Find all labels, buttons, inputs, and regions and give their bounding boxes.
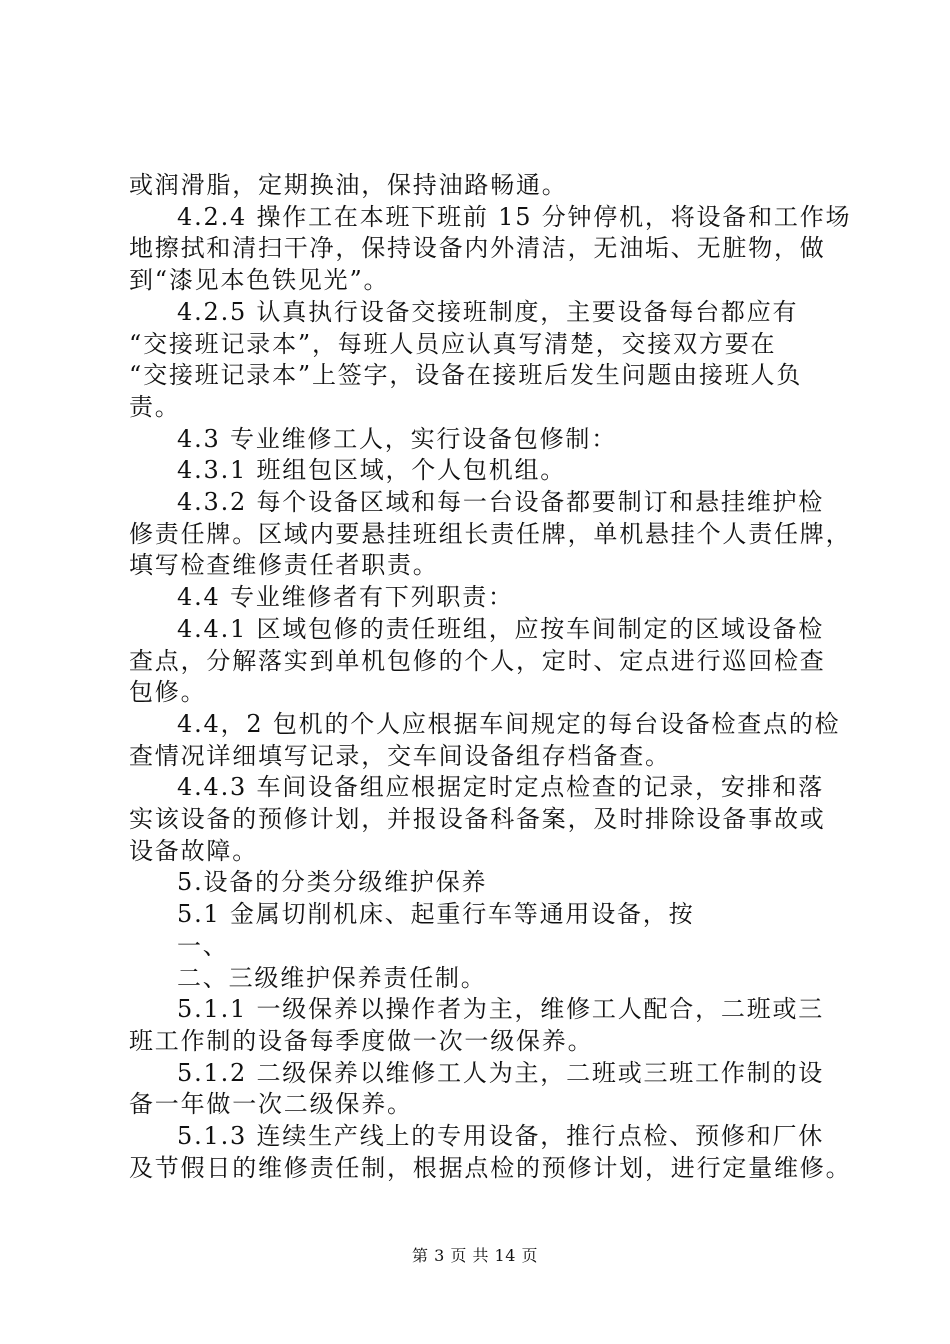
text-line: 4.3 专业维修工人，实行设备包修制： bbox=[177, 424, 617, 453]
text-line: 5.设备的分类分级维护保养 bbox=[177, 868, 488, 897]
page-number-footer: 第 3 页 共 14 页 bbox=[412, 1246, 538, 1265]
text-line: 填写检查维修责任者职责。 bbox=[129, 551, 439, 580]
text-line: 一、 bbox=[177, 931, 229, 960]
text-line: 5.1.2 二级保养以维修工人为主，二班或三班工作制的设 bbox=[177, 1058, 825, 1087]
text-line: 及节假日的维修责任制，根据点检的预修计划，进行定量维修。 bbox=[129, 1153, 852, 1182]
text-line: 4.4.3 车间设备组应根据定时定点检查的记录，安排和落 bbox=[177, 773, 825, 802]
text-line: 实该设备的预修计划，并报设备科备案，及时排除设备事故或 bbox=[129, 805, 826, 834]
text-line: 4.4，2 包机的个人应根据车间规定的每台设备检查点的检 bbox=[177, 709, 841, 738]
text-line: 4.4.1 区域包修的责任班组，应按车间制定的区域设备检 bbox=[177, 614, 825, 643]
text-line: 包修。 bbox=[129, 678, 207, 707]
text-line: 查点，分解落实到单机包修的个人，定时、定点进行巡回检查 bbox=[129, 646, 826, 675]
text-line: 4.4 专业维修者有下列职责： bbox=[177, 583, 514, 612]
text-line: 4.3.2 每个设备区域和每一台设备都要制订和悬挂维护检 bbox=[177, 488, 825, 517]
text-line: 备一年做一次二级保养。 bbox=[129, 1090, 413, 1119]
text-line: 5.1.1 一级保养以操作者为主，维修工人配合，二班或三 bbox=[177, 995, 825, 1024]
text-line: 到“漆见本色铁见光”。 bbox=[129, 266, 390, 295]
text-line: 4.2.4 操作工在本班下班前 15 分钟停机，将设备和工作场 bbox=[177, 202, 852, 231]
text-line: 责。 bbox=[129, 392, 181, 421]
text-line: 班工作制的设备每季度做一次一级保养。 bbox=[129, 1026, 594, 1055]
text-line: 5.1.3 连续生产线上的专用设备，推行点检、预修和厂休 bbox=[177, 1122, 825, 1151]
text-line: “交接班记录本”，每班人员应认真写清楚，交接双方要在 bbox=[129, 329, 777, 358]
text-line: 4.2.5 认真执行设备交接班制度，主要设备每台都应有 bbox=[177, 297, 799, 326]
text-line: 5.1 金属切削机床、起重行车等通用设备，按 bbox=[177, 900, 695, 929]
text-line: 二、三级维护保养责任制。 bbox=[177, 963, 487, 992]
text-line: 查情况详细填写记录，交车间设备组存档备查。 bbox=[129, 741, 671, 770]
text-line: 地擦拭和清扫干净，保持设备内外清洁，无油垢、无脏物，做 bbox=[129, 234, 826, 263]
text-line: 4.3.1 班组包区域，个人包机组。 bbox=[177, 456, 567, 485]
text-line: 或润滑脂，定期换油，保持油路畅通。 bbox=[129, 171, 568, 199]
text-line: 修责任牌。区域内要悬挂班组长责任牌，单机悬挂个人责任牌， bbox=[129, 519, 852, 548]
text-line: “交接班记录本”上签字，设备在接班后发生问题由接班人负 bbox=[129, 361, 803, 390]
document-body bbox=[129, 170, 852, 1185]
text-line: 设备故障。 bbox=[129, 836, 258, 865]
